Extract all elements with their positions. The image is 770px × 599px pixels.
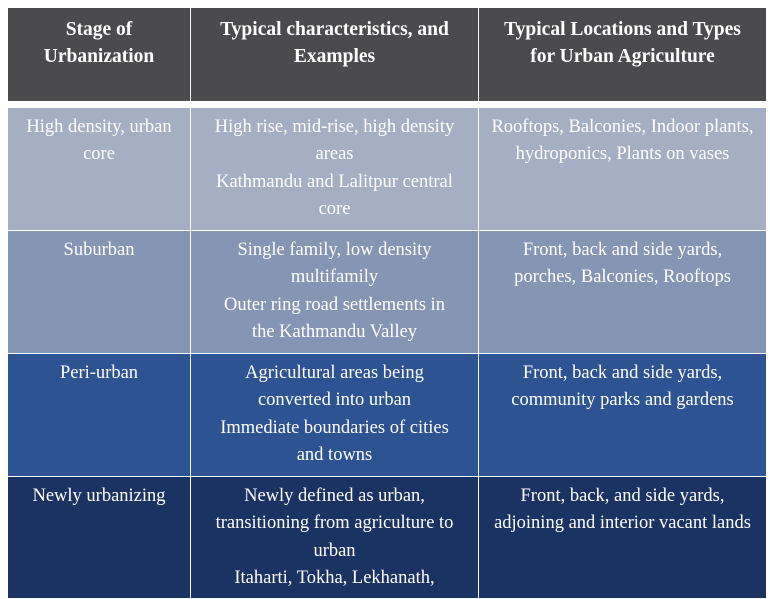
header-characteristics-line: Typical characteristics, and	[220, 19, 449, 40]
cell-line: High rise, mid-rise, high density	[214, 117, 455, 137]
cell-line: and towns	[296, 444, 373, 465]
header-characteristics	[191, 8, 479, 102]
header-stage-line: Stage of	[65, 19, 133, 40]
cell-line: Newly urbanizing	[32, 486, 166, 506]
cell-characteristics	[191, 477, 479, 599]
cell-locations	[479, 108, 767, 231]
cell-stage	[8, 231, 191, 354]
cell-line: Front, back, and side yards,	[520, 486, 725, 506]
cell-line: Rooftops, Balconies, Indoor plants,	[491, 117, 754, 137]
table-row	[8, 231, 767, 354]
header-stage	[8, 8, 191, 102]
cell-locations	[479, 231, 767, 354]
cell-line: hydroponics, Plants on vases	[515, 144, 730, 165]
cell-locations	[479, 354, 767, 477]
cell-characteristics	[191, 231, 479, 354]
cell-characteristics	[191, 354, 479, 477]
cell-line: Front, back and side yards,	[522, 363, 723, 383]
cell-line: Newly defined as urban,	[244, 486, 425, 506]
cell-line: Single family, low density	[237, 240, 432, 260]
cell-line: the Kathmandu Valley	[251, 321, 418, 342]
header-stage-line: Urbanization	[43, 46, 155, 67]
cell-line: areas	[315, 144, 354, 165]
cell-line: community parks and gardens	[511, 390, 734, 411]
header-locations	[479, 8, 767, 102]
cell-line: Front, back and side yards,	[522, 240, 723, 260]
cell-stage	[8, 477, 191, 599]
header-characteristics-line: Examples	[293, 46, 376, 67]
cell-line: Agricultural areas being	[245, 363, 424, 383]
cell-line: High density, urban	[26, 117, 172, 137]
cell-line: core	[83, 144, 115, 165]
cell-line: transitioning from agriculture to	[215, 513, 454, 534]
table-row	[8, 354, 767, 477]
cell-line: Itaharti, Tokha, Lekhanath,	[234, 567, 435, 588]
cell-line: urban	[313, 540, 356, 561]
cell-line: Suburban	[63, 240, 135, 260]
header-row	[8, 8, 767, 102]
urbanization-table	[7, 7, 767, 599]
cell-line: Outer ring road settlements in	[224, 294, 445, 315]
table-row	[8, 477, 767, 599]
header-locations-line: for Urban Agriculture	[530, 46, 715, 67]
table-row	[8, 108, 767, 231]
cell-line: porches, Balconies, Rooftops	[514, 267, 731, 288]
cell-stage	[8, 108, 191, 231]
cell-characteristics	[191, 108, 479, 231]
cell-locations	[479, 477, 767, 599]
cell-line: Peri-urban	[59, 363, 139, 383]
header-locations-line: Typical Locations and Types	[504, 19, 741, 40]
cell-line: Immediate boundaries of cities	[220, 417, 449, 438]
cell-line: adjoining and interior vacant lands	[494, 513, 751, 534]
cell-line: Kathmandu and Lalitpur central	[216, 171, 453, 192]
cell-line: converted into urban	[257, 390, 412, 411]
cell-line: core	[318, 198, 351, 219]
cell-line: multifamily	[290, 267, 379, 288]
cell-stage	[8, 354, 191, 477]
